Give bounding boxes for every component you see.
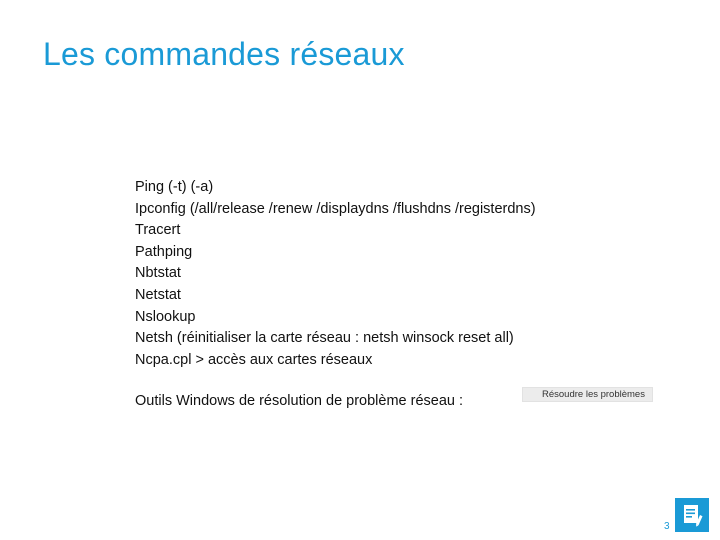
command-item-ncpa: Ncpa.cpl > accès aux cartes réseaux	[135, 351, 373, 368]
command-item-nbtstat: Nbtstat	[135, 265, 181, 282]
tools-label: Outils Windows de résolution de problème réseau :	[135, 393, 464, 409]
command-item-ping: Ping (-t) (-a)	[135, 179, 214, 195]
slide-title: Les commandes réseaux	[43, 36, 405, 72]
command-item-pathping: Pathping	[135, 243, 193, 260]
troubleshoot-button[interactable]: Résoudre les problèmes	[522, 387, 653, 402]
command-item-nslookup: Nslookup	[135, 308, 196, 325]
document-pencil-icon	[675, 498, 709, 532]
command-item-netsh: Netsh (réinitialiser la carte réseau : netsh winsock reset all)	[135, 330, 514, 347]
page-number: 3	[664, 521, 670, 532]
command-item-tracert: Tracert	[135, 222, 181, 239]
logo-badge	[675, 498, 709, 532]
command-item-ipconfig: Ipconfig (/all/release /renew /displaydns /flushdns /registerdns)	[135, 200, 536, 217]
command-list	[135, 177, 536, 371]
command-item-netstat: Netstat	[135, 286, 181, 303]
